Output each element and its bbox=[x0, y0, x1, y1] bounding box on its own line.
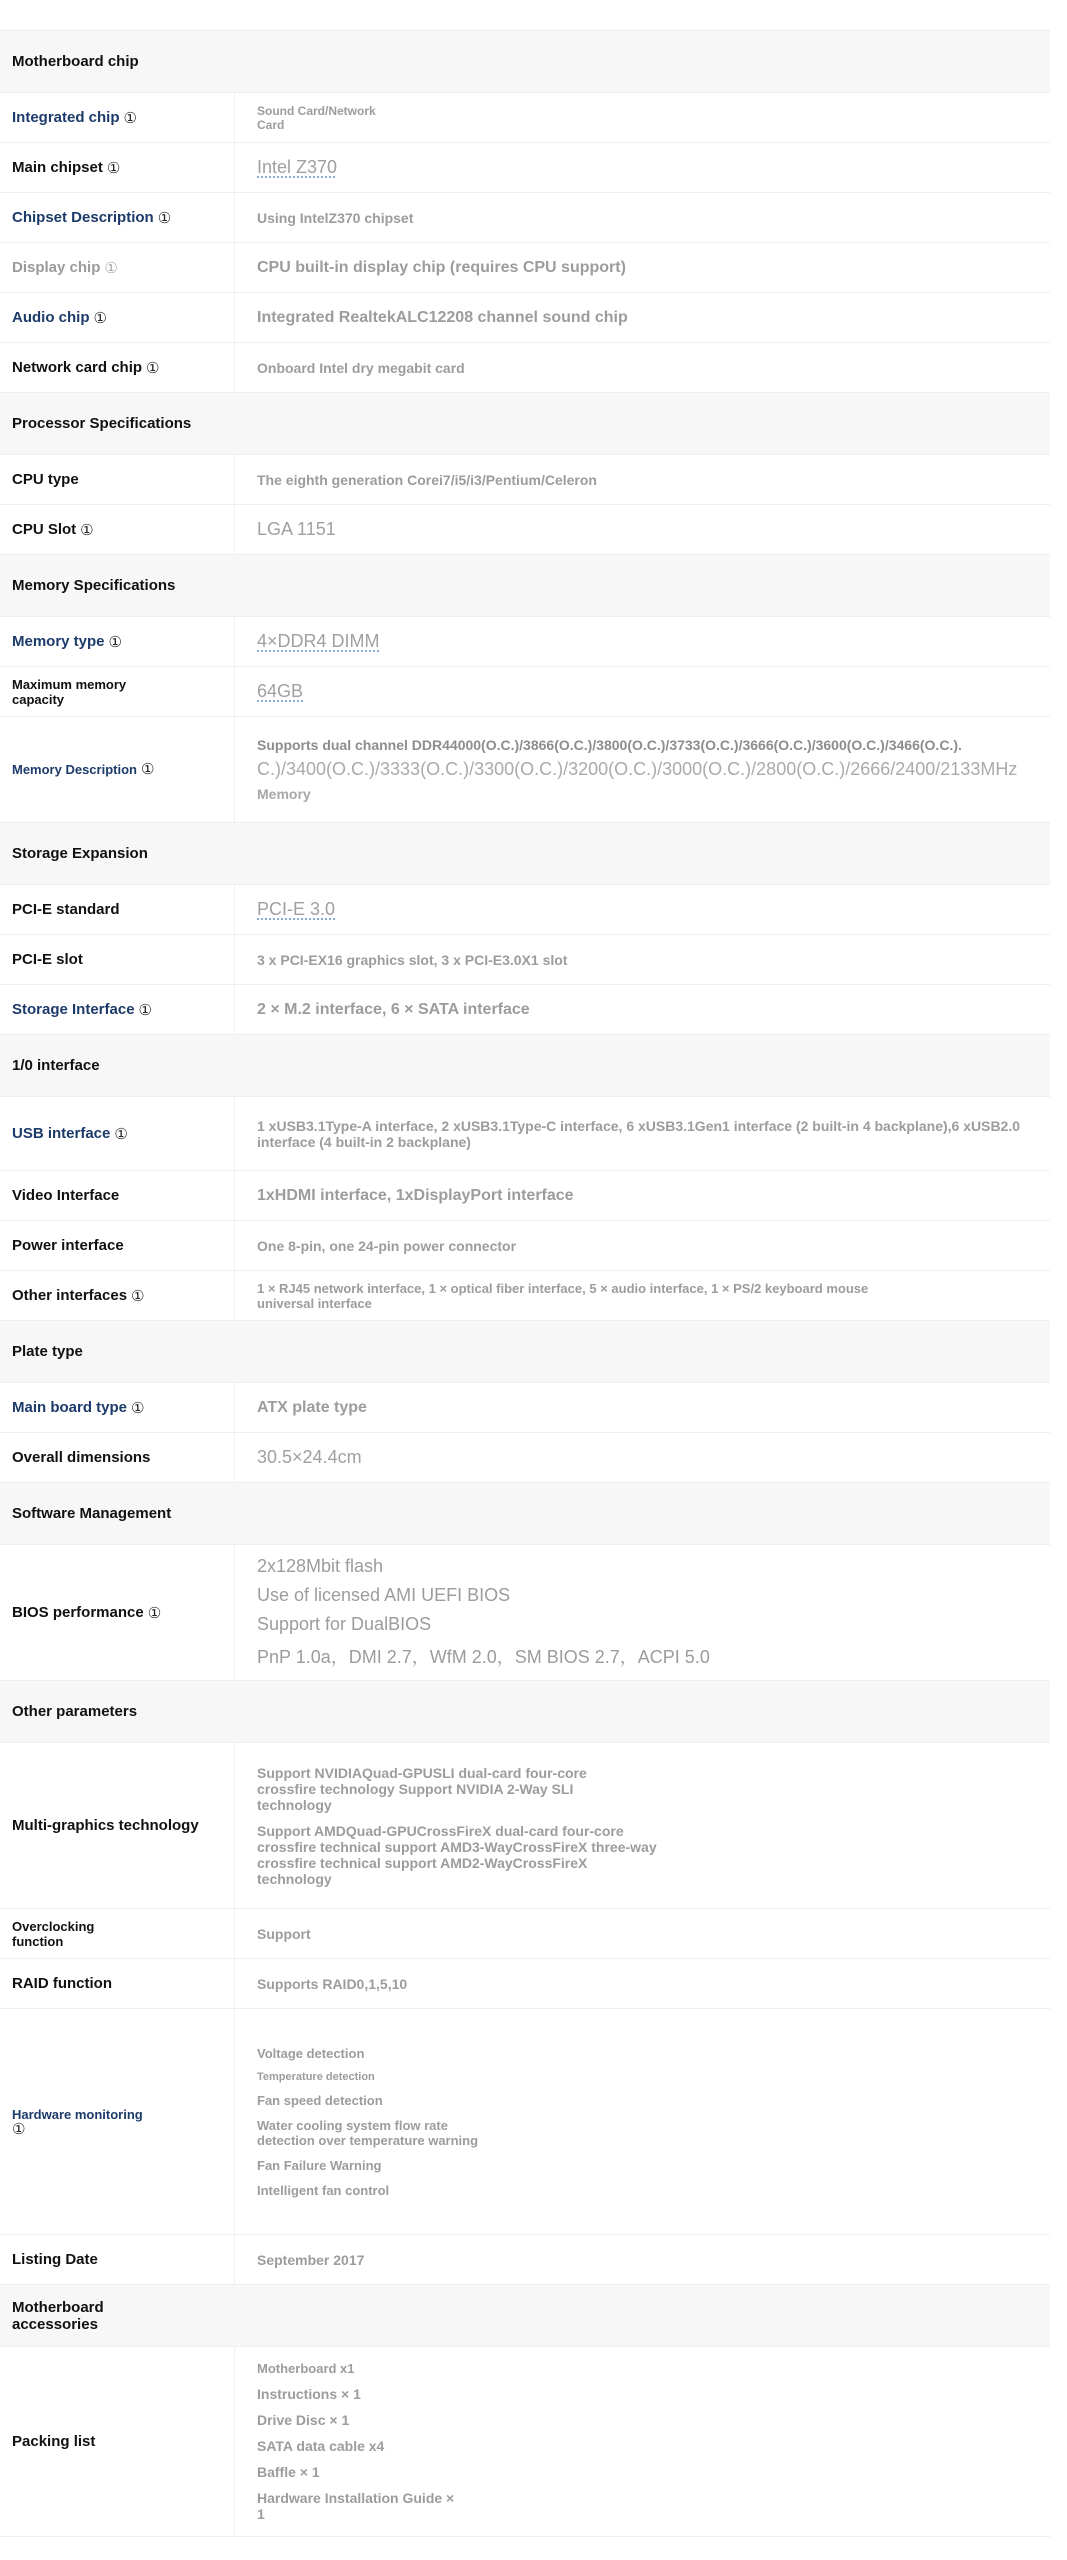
spec-value-link[interactable]: PCI-E 3.0 bbox=[257, 899, 336, 919]
spec-label[interactable] bbox=[0, 617, 235, 666]
spec-value-line: Voltage detection bbox=[257, 2045, 365, 2061]
spec-value-line: SATA data cable x4 bbox=[257, 2438, 385, 2454]
spec-label bbox=[0, 1271, 235, 1320]
spec-value bbox=[235, 1383, 1050, 1432]
info-icon[interactable]: ① bbox=[80, 521, 94, 539]
spec-label bbox=[0, 885, 235, 934]
info-icon[interactable]: ① bbox=[123, 109, 137, 127]
section-header bbox=[0, 2285, 1050, 2347]
section-title: Motherboard chip bbox=[12, 53, 139, 70]
spec-value-line: Fan speed detection bbox=[257, 2092, 383, 2108]
spec-row bbox=[0, 2009, 1050, 2235]
spec-value bbox=[235, 1433, 1050, 1482]
spec-value bbox=[235, 1271, 1050, 1320]
spec-value-text: One 8-pin, one 24-pin power connector bbox=[257, 1237, 517, 1254]
spec-label bbox=[0, 935, 235, 984]
spec-label[interactable] bbox=[0, 243, 235, 292]
spec-value-line: Supports dual channel DDR44000(O.C.)/3866(O.C.)/3800(O.C.)/3733(O.C.)/3666(O.C.)/3600(O.C.)/3466(O.C.). bbox=[257, 737, 962, 753]
spec-row bbox=[0, 667, 1050, 717]
spec-table bbox=[0, 30, 1050, 2537]
spec-value-link[interactable]: 4×DDR4 DIMM bbox=[257, 631, 380, 651]
spec-value-text: 1xHDMI interface, 1xDisplayPort interface bbox=[257, 1186, 574, 1204]
info-icon[interactable]: ① bbox=[138, 1001, 152, 1019]
section-header bbox=[0, 393, 1050, 455]
section-title: Processor Specifications bbox=[12, 415, 192, 432]
spec-label bbox=[0, 143, 235, 192]
spec-label[interactable] bbox=[0, 717, 235, 822]
spec-row bbox=[0, 1959, 1050, 2009]
info-icon[interactable]: ① bbox=[140, 761, 155, 778]
spec-row bbox=[0, 2347, 1050, 2537]
spec-value-line: Drive Disc × 1 bbox=[257, 2412, 350, 2428]
spec-value-line: 2x128Mbit flash bbox=[257, 1556, 384, 1576]
spec-label-text: Maximum memory capacity bbox=[12, 676, 127, 707]
spec-label bbox=[0, 2347, 235, 2536]
spec-row bbox=[0, 1097, 1050, 1171]
spec-value-text: The eighth generation Corei7/i5/i3/Pentium/Celeron bbox=[257, 471, 597, 488]
spec-label-text: Packing list bbox=[12, 2433, 96, 2450]
spec-label-text: Overall dimensions bbox=[12, 1449, 151, 1466]
spec-value-text: Using IntelZ370 chipset bbox=[257, 209, 414, 226]
spec-value-text: Support bbox=[257, 1925, 311, 1942]
spec-row bbox=[0, 293, 1050, 343]
spec-label bbox=[0, 1545, 235, 1680]
spec-value bbox=[235, 243, 1050, 292]
spec-value-text: Sound Card/Network Card bbox=[257, 103, 376, 132]
spec-value-text: September 2017 bbox=[257, 2251, 365, 2268]
spec-value-line: Temperature detection bbox=[257, 2070, 375, 2083]
spec-value-line: Hardware Installation Guide × 1 bbox=[257, 2490, 455, 2522]
spec-row bbox=[0, 1433, 1050, 1483]
spec-value bbox=[235, 1909, 1050, 1958]
spec-value bbox=[235, 2347, 1050, 2536]
spec-value bbox=[235, 93, 1050, 142]
spec-value-text: ATX plate type bbox=[257, 1398, 367, 1416]
spec-label-text: Other interfaces bbox=[12, 1287, 128, 1304]
spec-value-line: Intelligent fan control bbox=[257, 2182, 390, 2198]
info-icon[interactable]: ① bbox=[131, 1287, 145, 1305]
info-icon[interactable]: ① bbox=[106, 159, 121, 177]
spec-value-text: CPU built-in display chip (requires CPU support) bbox=[257, 258, 626, 276]
spec-value bbox=[235, 985, 1050, 1034]
spec-value-text: 1 xUSB3.1Type-A interface, 2 xUSB3.1Type-C interface, 6 xUSB3.1Gen1 interface (2 built-in 4 backplane),6 xUSB2.0 interface (4 built-in 2 backplane) bbox=[257, 1117, 1021, 1150]
spec-label bbox=[0, 667, 235, 716]
spec-label-text: Memory type bbox=[12, 633, 105, 650]
spec-row bbox=[0, 1221, 1050, 1271]
spec-row bbox=[0, 985, 1050, 1035]
spec-value bbox=[235, 193, 1050, 242]
info-icon[interactable]: ① bbox=[146, 359, 160, 377]
spec-label-text: Network card chip bbox=[12, 359, 143, 376]
spec-label bbox=[0, 1959, 235, 2008]
info-icon[interactable]: ① bbox=[12, 2120, 26, 2138]
spec-value-paragraph: Support NVIDIAQuad-GPUSLI dual-card four-core crossfire technology Support NVIDIA 2-Way SLI technology bbox=[257, 1764, 587, 1813]
spec-value-line: Baffle × 1 bbox=[257, 2464, 320, 2480]
spec-label[interactable] bbox=[0, 1383, 235, 1432]
spec-value bbox=[235, 717, 1050, 822]
spec-value-text: 2 × M.2 interface, 6 × SATA interface bbox=[257, 1000, 530, 1018]
spec-label[interactable] bbox=[0, 985, 235, 1034]
spec-value-link[interactable]: Intel Z370 bbox=[257, 157, 338, 177]
spec-label-text: Audio chip bbox=[12, 309, 90, 326]
spec-value bbox=[235, 1221, 1050, 1270]
spec-label[interactable] bbox=[0, 1097, 235, 1170]
spec-value-text: Supports RAID0,1,5,10 bbox=[257, 1975, 408, 1992]
spec-label bbox=[0, 505, 235, 554]
spec-value-line: Fan Failure Warning bbox=[257, 2157, 382, 2173]
spec-value bbox=[235, 2009, 1050, 2234]
spec-label-text: Video Interface bbox=[12, 1187, 120, 1204]
spec-value-line: Use of licensed AMI UEFI BIOS bbox=[257, 1585, 511, 1605]
spec-row bbox=[0, 343, 1050, 393]
spec-value bbox=[235, 935, 1050, 984]
spec-row bbox=[0, 1271, 1050, 1321]
spec-label-text: Power interface bbox=[12, 1237, 124, 1254]
spec-label bbox=[0, 1909, 235, 1958]
spec-value-paragraph: Support AMDQuad-GPUCrossFireX dual-card four-core crossfire technical support AMD3-WayCrossFireX three-way crossfire technical support AMD2-WayCrossFireX technology bbox=[257, 1822, 657, 1887]
spec-value-line: Water cooling system flow rate detection over temperature warning bbox=[257, 2117, 479, 2148]
spec-label-text: Multi-graphics technology bbox=[12, 1817, 199, 1834]
section-title: Software Management bbox=[12, 1505, 172, 1522]
spec-value[interactable] bbox=[235, 617, 1050, 666]
spec-label[interactable] bbox=[0, 193, 235, 242]
section-header bbox=[0, 555, 1050, 617]
spec-value-line: Instructions × 1 bbox=[257, 2386, 361, 2402]
spec-value[interactable] bbox=[235, 143, 1050, 192]
spec-row bbox=[0, 717, 1050, 823]
spec-value[interactable] bbox=[235, 667, 1050, 716]
spec-label-text: Main chipset bbox=[12, 159, 103, 176]
spec-value-text: 3 x PCI-EX16 graphics slot, 3 x PCI-E3.0X1 slot bbox=[257, 951, 568, 968]
spec-value bbox=[235, 2235, 1050, 2284]
spec-row bbox=[0, 1383, 1050, 1433]
spec-label-text: Hardware monitoring bbox=[12, 2106, 143, 2122]
section-title: Plate type bbox=[12, 1343, 83, 1360]
spec-value-link[interactable]: 64GB bbox=[257, 681, 304, 701]
spec-value-text: Onboard Intel dry megabit card bbox=[257, 359, 465, 376]
spec-value-text: 1 × RJ45 network interface, 1 × optical fiber interface, 5 × audio interface, 1 × PS/2 keyboard mouse universal interface bbox=[257, 1280, 869, 1311]
spec-label-text: Display chip bbox=[12, 259, 101, 276]
section-title bbox=[0, 2285, 1050, 2346]
spec-row bbox=[0, 243, 1050, 293]
spec-value bbox=[235, 1743, 1050, 1908]
section-header bbox=[0, 1035, 1050, 1097]
spec-row bbox=[0, 885, 1050, 935]
spec-label[interactable] bbox=[0, 2009, 235, 2234]
info-icon[interactable]: ① bbox=[114, 1125, 128, 1143]
spec-row bbox=[0, 1545, 1050, 1681]
spec-value-line: PnP 1.0a，DMI 2.7，WfM 2.0，SM BIOS 2.7，ACPI 5.0 bbox=[257, 1647, 710, 1667]
spec-label bbox=[0, 343, 235, 392]
section-header bbox=[0, 1321, 1050, 1383]
spec-value-text: LGA 1151 bbox=[257, 519, 336, 539]
spec-label-text: RAID function bbox=[12, 1975, 112, 1992]
spec-value-line: Memory bbox=[257, 786, 311, 802]
spec-label-text: USB interface bbox=[12, 1125, 111, 1142]
spec-label bbox=[0, 455, 235, 504]
spec-value bbox=[235, 1959, 1050, 2008]
spec-row bbox=[0, 1909, 1050, 1959]
spec-value-line: Support for DualBIOS bbox=[257, 1614, 432, 1634]
spec-label[interactable] bbox=[0, 93, 235, 142]
info-icon[interactable]: ① bbox=[147, 1604, 162, 1622]
spec-row bbox=[0, 93, 1050, 143]
spec-label-text: CPU type bbox=[12, 471, 79, 488]
section-header bbox=[0, 823, 1050, 885]
spec-label-text: Integrated chip bbox=[12, 109, 120, 126]
spec-row bbox=[0, 193, 1050, 243]
info-icon[interactable]: ① bbox=[108, 633, 122, 651]
spec-label-text: Overclocking function bbox=[12, 1918, 95, 1949]
spec-label bbox=[0, 1221, 235, 1270]
spec-label bbox=[0, 1433, 235, 1482]
info-icon[interactable]: ① bbox=[93, 309, 107, 327]
spec-label-text: PCI-E slot bbox=[12, 951, 83, 968]
spec-value bbox=[235, 1545, 1050, 1680]
spec-value bbox=[235, 505, 1050, 554]
spec-value[interactable] bbox=[235, 885, 1050, 934]
spec-label-text: PCI-E standard bbox=[12, 901, 120, 918]
spec-row bbox=[0, 143, 1050, 193]
spec-row bbox=[0, 617, 1050, 667]
section-title-text: Motherboard accessories bbox=[12, 2298, 104, 2333]
spec-value bbox=[235, 1097, 1050, 1170]
spec-label bbox=[0, 1743, 235, 1908]
spec-value bbox=[235, 343, 1050, 392]
spec-row bbox=[0, 455, 1050, 505]
spec-value bbox=[235, 1171, 1050, 1220]
spec-label-text: Listing Date bbox=[12, 2251, 98, 2268]
section-header bbox=[0, 31, 1050, 93]
section-title: 1/0 interface bbox=[12, 1057, 100, 1074]
spec-value bbox=[235, 293, 1050, 342]
spec-value-text: Integrated RealtekALC12208 channel sound chip bbox=[257, 308, 628, 326]
spec-row bbox=[0, 505, 1050, 555]
section-title: Other parameters bbox=[12, 1703, 138, 1720]
spec-label bbox=[0, 2235, 235, 2284]
spec-label-text bbox=[12, 2107, 143, 2137]
spec-row bbox=[0, 1171, 1050, 1221]
spec-label-text: CPU Slot bbox=[12, 521, 77, 538]
section-header bbox=[0, 1483, 1050, 1545]
spec-row bbox=[0, 1743, 1050, 1909]
spec-value-line: C.)/3400(O.C.)/3333(O.C.)/3300(O.C.)/3200(O.C.)/3000(O.C.)/2800(O.C.)/2666/2400/2133MHz bbox=[257, 759, 1018, 779]
info-icon[interactable]: ① bbox=[157, 209, 172, 227]
spec-label bbox=[0, 1171, 235, 1220]
section-title: Memory Specifications bbox=[12, 577, 176, 594]
spec-row bbox=[0, 935, 1050, 985]
spec-row bbox=[0, 2235, 1050, 2285]
info-icon[interactable]: ① bbox=[131, 1399, 145, 1417]
spec-value-line: Motherboard x1 bbox=[257, 2361, 355, 2376]
info-icon[interactable]: ① bbox=[104, 259, 118, 277]
spec-label-text: BIOS performance bbox=[12, 1604, 144, 1621]
spec-label[interactable] bbox=[0, 293, 235, 342]
spec-label-text: Main board type bbox=[12, 1399, 128, 1416]
spec-label-text: Chipset Description bbox=[12, 209, 154, 226]
spec-value bbox=[235, 455, 1050, 504]
spec-value-text: 30.5×24.4cm bbox=[257, 1447, 362, 1467]
spec-label-text: Memory Description bbox=[12, 762, 137, 777]
section-title: Storage Expansion bbox=[12, 845, 148, 862]
section-header bbox=[0, 1681, 1050, 1743]
spec-label-text: Storage Interface bbox=[12, 1001, 135, 1018]
